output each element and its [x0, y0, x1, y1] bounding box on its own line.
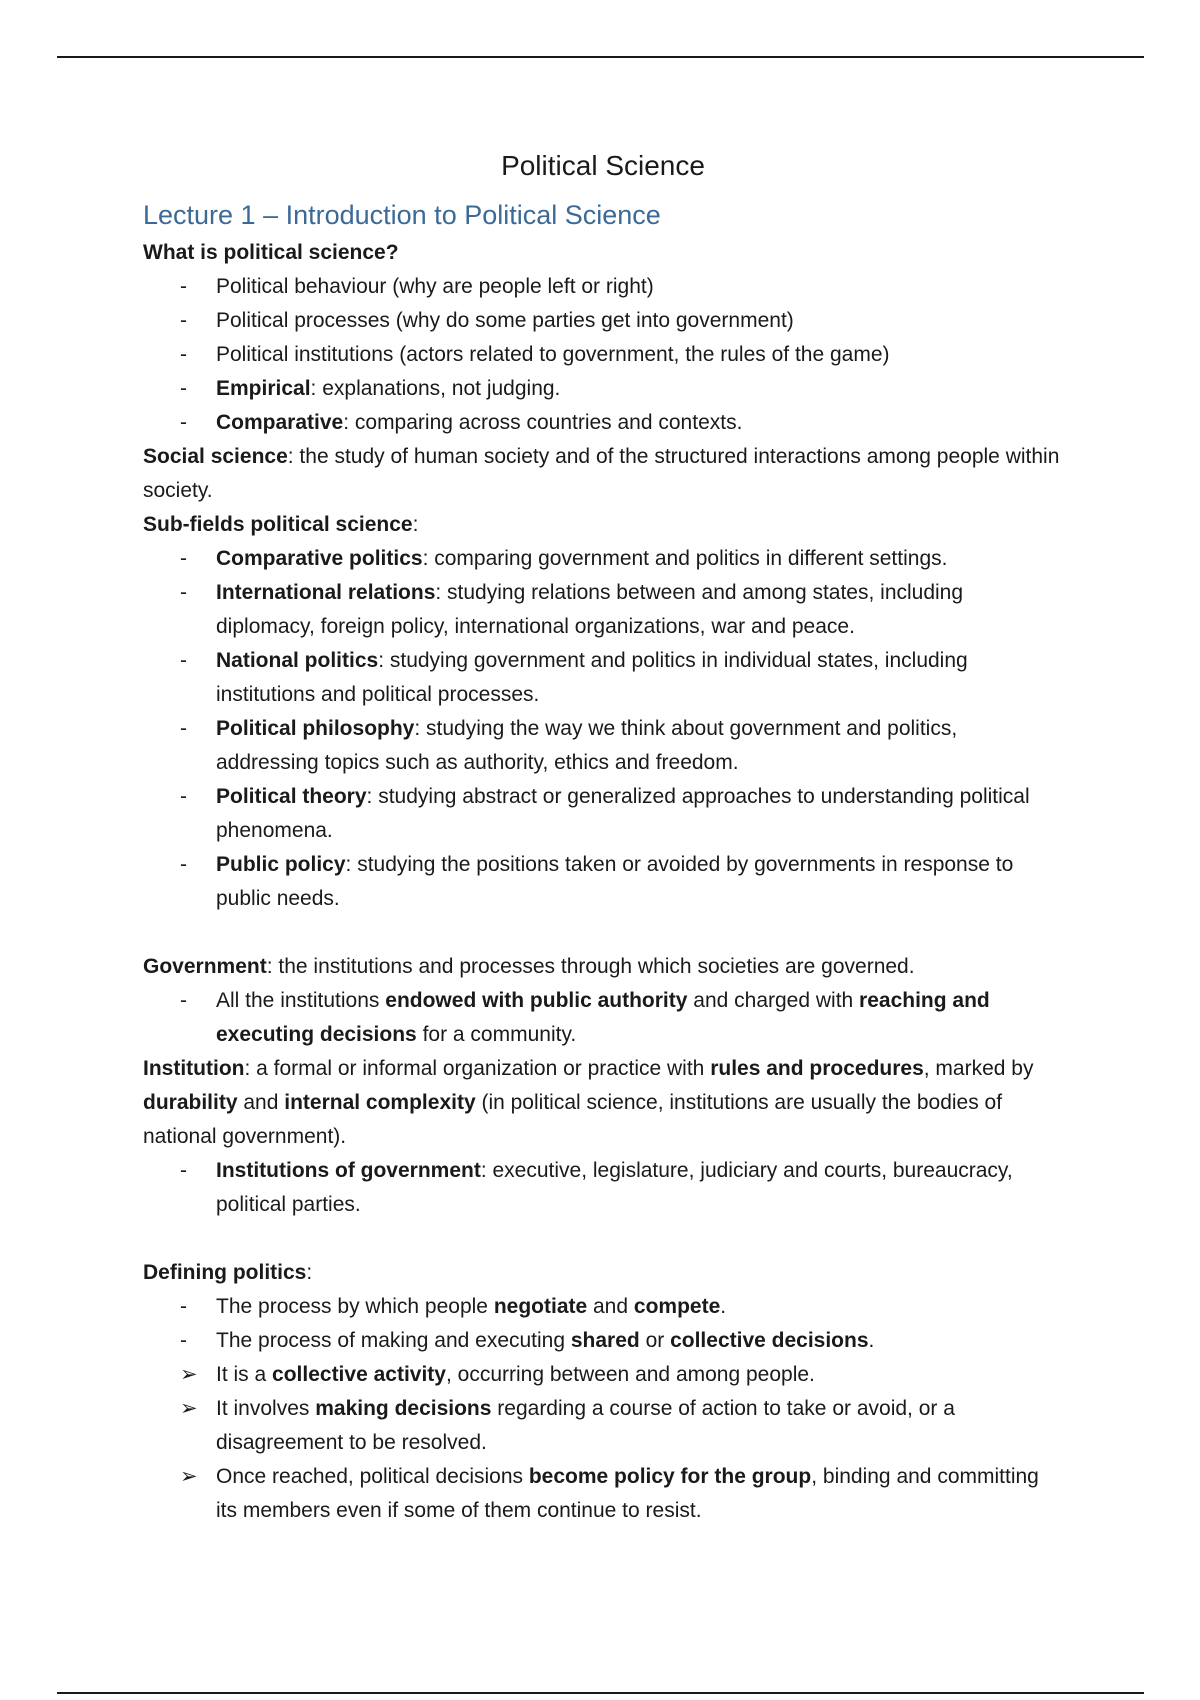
dash-bullet: -	[180, 581, 187, 604]
paragraph-spacer	[143, 916, 1063, 950]
list-item: - Public policy: studying the positions taken or avoided by governments in response to public needs.	[143, 848, 1063, 916]
dash-bullet: -	[180, 343, 187, 366]
subfields-heading: Sub-fields political science:	[143, 513, 419, 536]
dash-bullet: -	[180, 411, 187, 434]
dash-bullet: -	[180, 717, 187, 740]
government-list	[143, 984, 1063, 1052]
dash-bullet: -	[180, 309, 187, 332]
document-body	[143, 142, 1063, 1528]
list-item: - National politics: studying government and politics in individual states, including institutions and political processes.	[143, 644, 1063, 712]
lecture-heading: Lecture 1 – Introduction to Political Science	[143, 200, 661, 230]
question-list	[143, 270, 1063, 440]
dash-bullet: -	[180, 649, 187, 672]
list-item: ➢ Once reached, political decisions become policy for the group, binding and committing its members even if some of them continue to resist.	[143, 1460, 1063, 1528]
arrow-bullet-icon: ➢	[180, 1397, 198, 1420]
dash-bullet: -	[180, 547, 187, 570]
list-item: - Political philosophy: studying the way we think about government and politics, addressing topics such as authority, ethics and freedom.	[143, 712, 1063, 780]
list-item: - Political institutions (actors related to government, the rules of the game)	[143, 338, 1063, 372]
list-item: - International relations: studying relations between and among states, including diplomacy, foreign policy, international organizations, war and peace.	[143, 576, 1063, 644]
list-item: - Comparative: comparing across countries and contexts.	[143, 406, 1063, 440]
arrow-bullet-icon: ➢	[180, 1363, 198, 1386]
subfields-list	[143, 542, 1063, 916]
list-item: - Political behaviour (why are people left or right)	[143, 270, 1063, 304]
list-item: - Political theory: studying abstract or generalized approaches to understanding political phenomena.	[143, 780, 1063, 848]
institution-definition: Institution: a formal or informal organization or practice with rules and procedures, marked by durability and internal complexity (in political science, institutions are usually the bodies of national government).	[143, 1057, 1034, 1148]
government-definition: Government: the institutions and processes through which societies are governed.	[143, 955, 915, 978]
dash-bullet: -	[180, 853, 187, 876]
dash-bullet: -	[180, 1295, 187, 1318]
dash-bullet: -	[180, 275, 187, 298]
dash-bullet: -	[180, 1159, 187, 1182]
list-item: - All the institutions endowed with public authority and charged with reaching and executing decisions for a community.	[143, 984, 1063, 1052]
footer-rule	[57, 1692, 1144, 1694]
paragraph-spacer	[143, 1222, 1063, 1256]
defining-politics-heading: Defining politics:	[143, 1261, 313, 1284]
list-item: - Institutions of government: executive, legislature, judiciary and courts, bureaucracy, political parties.	[143, 1154, 1063, 1222]
list-item: - Political processes (why do some parties get into government)	[143, 304, 1063, 338]
dash-bullet: -	[180, 377, 187, 400]
list-item: - Comparative politics: comparing government and politics in different settings.	[143, 542, 1063, 576]
social-science-definition: Social science: the study of human society and of the structured interactions among people within society.	[143, 445, 1060, 502]
dash-bullet: -	[180, 1329, 187, 1352]
list-item: - Empirical: explanations, not judging.	[143, 372, 1063, 406]
document-title: Political Science	[501, 150, 705, 181]
institution-list	[143, 1154, 1063, 1222]
defining-politics-list	[143, 1290, 1063, 1528]
header-rule	[57, 56, 1144, 58]
list-item: ➢ It is a collective activity, occurring between and among people.	[143, 1358, 1063, 1392]
list-item: - The process by which people negotiate and compete.	[143, 1290, 1063, 1324]
question-heading: What is political science?	[143, 241, 399, 264]
arrow-bullet-icon: ➢	[180, 1465, 198, 1488]
list-item: - The process of making and executing shared or collective decisions.	[143, 1324, 1063, 1358]
list-item: ➢ It involves making decisions regarding a course of action to take or avoid, or a disagreement to be resolved.	[143, 1392, 1063, 1460]
dash-bullet: -	[180, 989, 187, 1012]
dash-bullet: -	[180, 785, 187, 808]
